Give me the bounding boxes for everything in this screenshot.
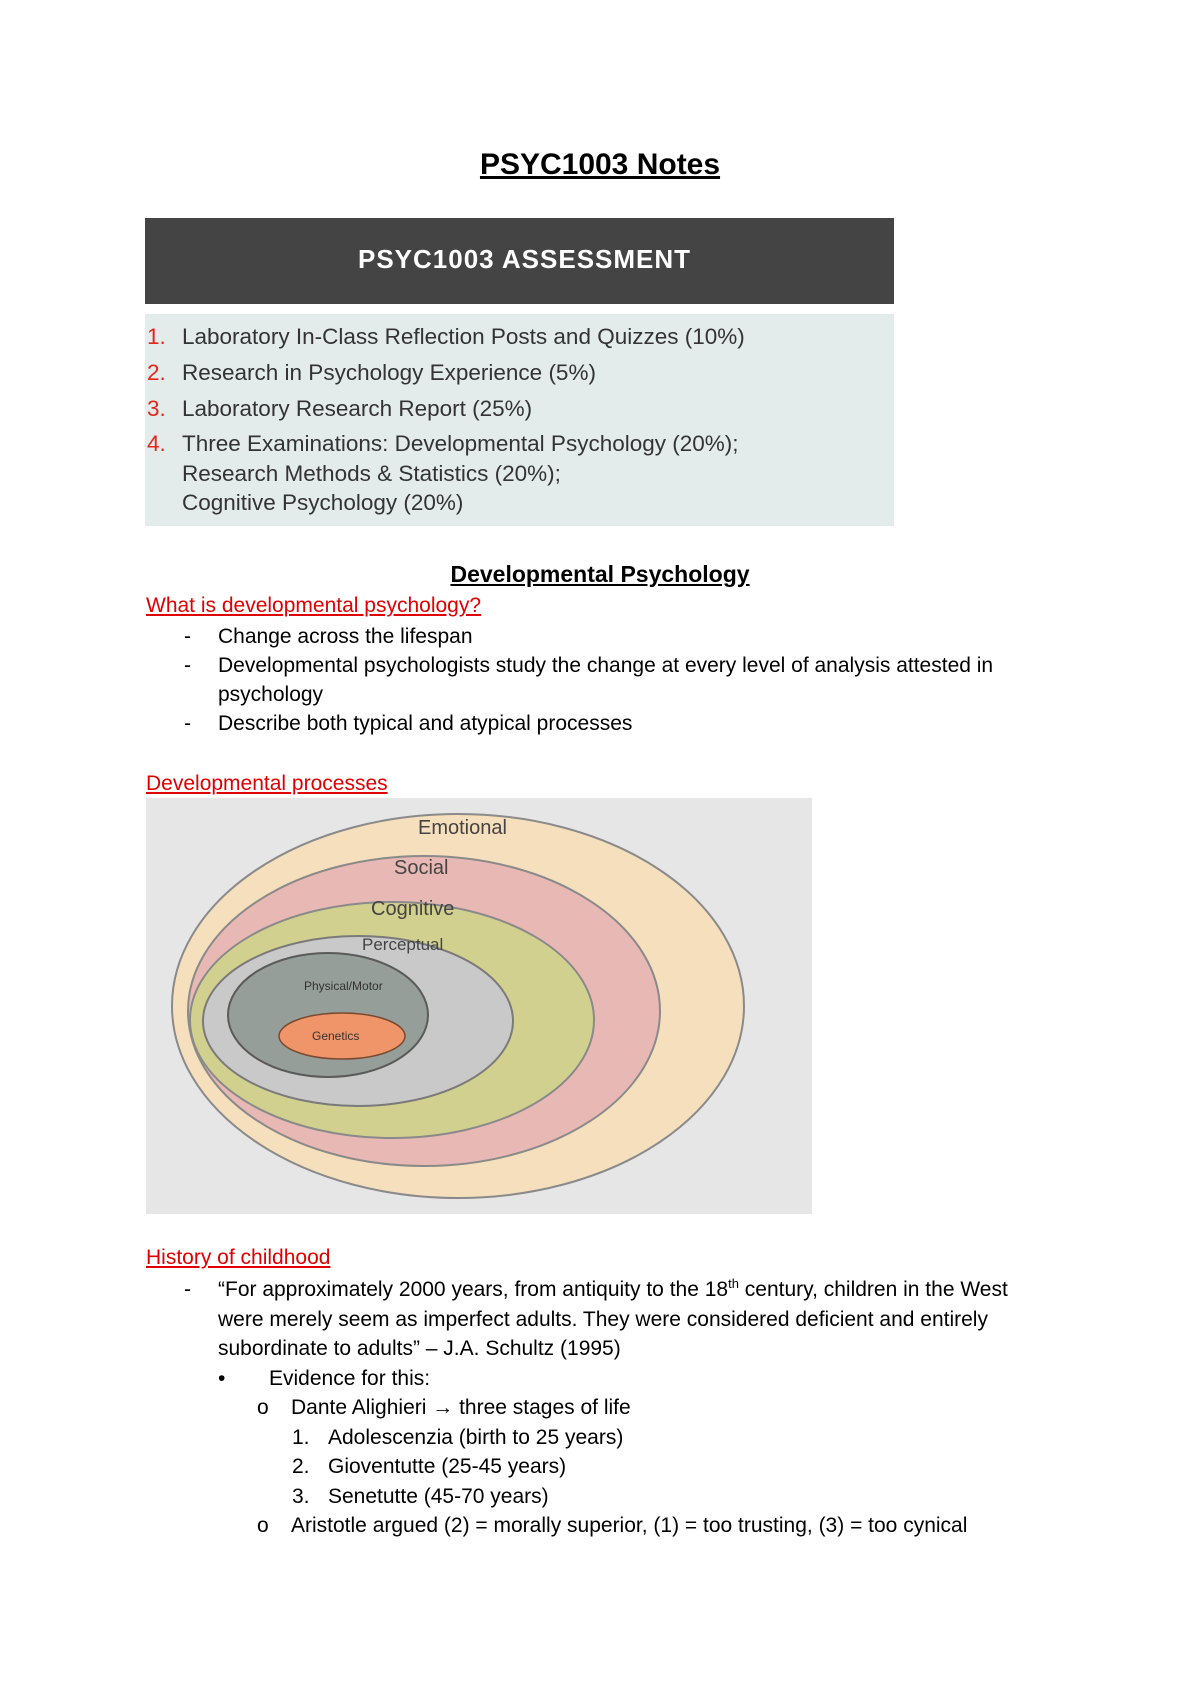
dash-mark: - [184, 1278, 191, 1301]
dante-item [184, 1393, 1044, 1423]
quote-text-start: “For approximately 2000 years, from antiquity to the 18 [218, 1278, 729, 1301]
history-heading: History of childhood [146, 1246, 331, 1269]
evidence-item [184, 1364, 1044, 1394]
processes-heading: Developmental processes [146, 772, 388, 795]
assessment-item-number: 3. [147, 396, 166, 421]
assessment-item-text: Research Methods & Statistics (20%); [182, 461, 561, 486]
assessment-item-number: 4. [147, 431, 166, 456]
label-physical-motor: Physical/Motor [304, 979, 383, 993]
question-heading: What is developmental psychology? [146, 594, 482, 617]
stage-text: Gioventutte (25-45 years) [328, 1455, 567, 1478]
assessment-list [145, 314, 894, 526]
page-title: PSYC1003 Notes [479, 148, 721, 181]
label-emotional: Emotional [418, 817, 507, 839]
nested-ellipses-diagram [146, 798, 812, 1214]
aristotle-text: Aristotle argued (2) = morally superior, (1) = too trusting, (3) = too cynical [291, 1514, 968, 1537]
list-item [184, 709, 1064, 738]
assessment-item-number: 2. [147, 360, 166, 385]
stage-number: 2. [292, 1455, 310, 1478]
stage-item [184, 1423, 1044, 1453]
assessment-item-text: Laboratory In-Class Reflection Posts and Quizzes (10%) [182, 324, 745, 349]
label-genetics: Genetics [312, 1029, 360, 1043]
dante-text: Dante Alighieri → three stages of life [291, 1396, 631, 1419]
assessment-item-number: 1. [147, 324, 166, 349]
dash-mark: - [184, 712, 191, 735]
quote-item [184, 1275, 1044, 1364]
assessment-item-text: Cognitive Psychology (20%) [182, 490, 464, 515]
stage-item [184, 1482, 1044, 1512]
assessment-header [145, 218, 894, 304]
list-item-text: Developmental psychologists study the change at every level of analysis attested in psychology [218, 654, 994, 706]
definition-list [184, 622, 1064, 738]
bullet-mark: • [218, 1366, 226, 1390]
developmental-processes-diagram [146, 798, 812, 1214]
label-perceptual: Perceptual [362, 935, 444, 954]
list-item-text: Change across the lifespan [218, 625, 473, 648]
history-list [184, 1275, 1044, 1541]
assessment-header-text: PSYC1003 ASSESSMENT [358, 244, 692, 274]
sub-bullet-mark: o [257, 1396, 269, 1419]
sub-bullet-mark: o [257, 1514, 269, 1537]
assessment-item-text: Three Examinations: Developmental Psychology (20%); [182, 431, 739, 456]
list-item [184, 622, 1064, 651]
dash-mark: - [184, 654, 191, 677]
evidence-text: Evidence for this: [269, 1366, 431, 1390]
dash-mark: - [184, 625, 191, 648]
aristotle-item [184, 1511, 1044, 1541]
stage-text: Senetutte (45-70 years) [328, 1484, 549, 1508]
list-item-text: Describe both typical and atypical processes [218, 712, 633, 735]
label-social: Social [394, 857, 449, 879]
section-title: Developmental Psychology [450, 561, 750, 587]
stage-number: 1. [292, 1425, 310, 1449]
quote-text-end: century, children in the West were merely seem as imperfect adults. They were considered deficient and entirely subordinate to adults” – J.A. Schultz (1995) [218, 1278, 1008, 1360]
stage-item [184, 1452, 1044, 1482]
stage-text: Adolescenzia (birth to 25 years) [328, 1425, 624, 1449]
list-item [184, 651, 1064, 709]
assessment-item-text: Research in Psychology Experience (5%) [182, 360, 596, 385]
assessment-item-text: Laboratory Research Report (25%) [182, 396, 533, 421]
stage-number: 3. [292, 1484, 310, 1508]
quote-superscript: th [728, 1276, 739, 1291]
label-cognitive: Cognitive [371, 898, 455, 920]
